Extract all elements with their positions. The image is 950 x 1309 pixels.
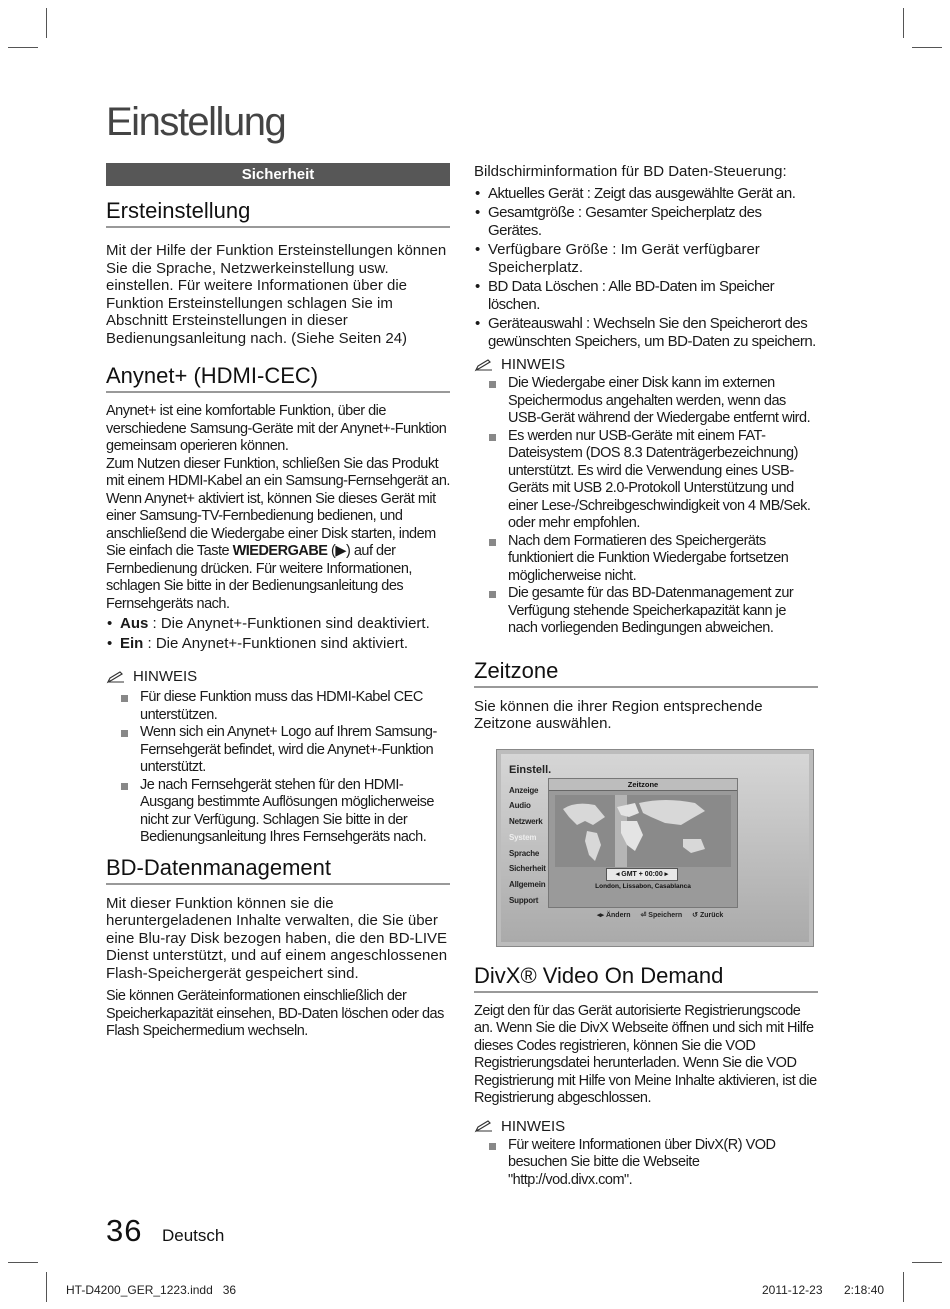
- info-term: Gesamtgröße :: [488, 204, 582, 221]
- note-item: Die Wiedergabe einer Disk kann im externen Speichermodus angehalten werden, wenn das USB-Gerät während der Wiedergabe entfernt wird.: [474, 375, 818, 428]
- note-item: Für diese Funktion muss das HDMI-Kabel CEC unterstützen.: [106, 689, 450, 724]
- menu-item: Allgemein: [509, 880, 546, 890]
- info-term: Aktuelles Gerät :: [488, 184, 591, 202]
- bd-info-list: [474, 185, 818, 351]
- crop-mark: [46, 1272, 47, 1302]
- crop-mark: [903, 1272, 904, 1302]
- info-term: Geräteauswahl :: [488, 315, 590, 332]
- page-title: Einstellung: [106, 100, 286, 144]
- bd-text-2: Sie können Geräteinformationen einschließlich der Speicherkapazität einsehen, BD-Daten löschen oder das Flash Speichermedium wechseln.: [106, 988, 444, 1039]
- menu-item: Netzwerk: [509, 817, 543, 827]
- bd-info-title: Bildschirminformation für BD Daten-Steuerung:: [474, 163, 787, 180]
- ersteinstellung-heading: Ersteinstellung: [106, 198, 450, 228]
- note-label: HINWEIS: [501, 1117, 566, 1135]
- ersteinstellung-text: Mit der Hilfe der Funktion Ersteinstellungen können Sie die Sprache, Netzwerkeinstellung usw. einstellen. Für weitere Informationen über die Funktion Ersteinstellungen schlagen Sie im Abschnitt Ersteinstellungen in dieser Bedienungsanleitung nach. (Siehe Seiten 24): [106, 242, 447, 347]
- menu-item-selected: System: [509, 832, 537, 842]
- anynet-text-2a: Zum Nutzen dieser Funktion, schließen Sie das Produkt mit einem HDMI-Kabel an ein Samsung-Fernsehgerät an. Wenn Anynet+ aktiviert ist, können Sie dieses Gerät mit einer Samsung-TV-Fernbedienung bedienen, und anschließend die Wiedergabe einer Disk starten, indem Sie einfach die Taste: [106, 455, 450, 559]
- crop-mark: [912, 47, 942, 48]
- menu-item: Support: [509, 896, 539, 906]
- pencil-icon: [474, 1119, 498, 1133]
- menu-item: Anzeige: [509, 785, 539, 795]
- crop-mark: [903, 8, 904, 38]
- info-desc: Zeigt das ausgewählte Gerät an.: [590, 184, 796, 202]
- timezone-value: GMT + 00:00: [621, 870, 663, 878]
- list-item: [474, 185, 818, 203]
- info-term: BD Data Löschen :: [488, 278, 606, 295]
- right-column: [474, 163, 818, 1189]
- anynet-text-1: Anynet+ ist eine komfortable Funktion, über die verschiedene Samsung-Geräte mit der Anynet+-Funktion gemeinsam operieren können.: [106, 403, 447, 454]
- info-desc: Alle BD-Daten im Speicher löschen.: [488, 278, 775, 313]
- note-item: Die gesamte für das BD-Datenmanagement zur Verfügung stehende Speicherkapazität kann je nach vorliegenden Bedingungen abweichen.: [474, 585, 818, 638]
- list-item: [474, 241, 818, 276]
- panel-title: Zeitzone: [549, 779, 737, 791]
- menu-title: Einstell.: [509, 763, 552, 776]
- footer-hint: ◂▸ Ändern: [597, 911, 631, 919]
- footer-hint: ⏎ Speichern: [640, 911, 683, 919]
- world-map-icon: [555, 795, 731, 867]
- note-item: Wenn sich ein Anynet+ Logo auf Ihrem Samsung-Fernsehgerät befindet, wird die Anynet+-Funktion unterstützt.: [106, 724, 450, 777]
- info-term: Verfügbare Größe :: [488, 241, 617, 258]
- crop-mark: [912, 1262, 942, 1263]
- timezone-menu-screenshot: [496, 749, 814, 947]
- option-desc: : Die Anynet+-Funktionen sind aktiviert.: [143, 634, 409, 652]
- crop-mark: [46, 8, 47, 38]
- timezone-selector: ◂ GMT + 00:00 ▸: [606, 868, 678, 881]
- menu-list: [509, 786, 546, 912]
- option-term: Ein: [120, 634, 144, 652]
- bd-heading: BD-Datenmanagement: [106, 855, 450, 885]
- anynet-text: [106, 403, 450, 613]
- info-desc: Im Gerät verfügbarer Speicherplatz.: [488, 241, 760, 276]
- print-file-name: HT-D4200_GER_1223.indd 36: [66, 1283, 237, 1297]
- option-desc: : Die Anynet+-Funktionen sind deaktiviert.: [148, 615, 430, 632]
- note-item: Es werden nur USB-Geräte mit einem FAT-Dateisystem (DOS 8.3 Datenträgerbezeichnung) unterstützt. Es wird die Verwendung eines USB-Geräts mit USB 2.0-Protokoll Unterstützung und einer Lese-/Schreibgeschwindigkeit von 4 MB/Sek. oder mehr empfohlen.: [474, 428, 818, 533]
- footer-hint: ↺ Zurück: [692, 911, 724, 919]
- note-item: Nach dem Formatieren des Speichergeräts funktioniert die Funktion Wiedergabe fortsetzen möglicherweise nicht.: [474, 533, 818, 586]
- list-item: [106, 615, 450, 633]
- crop-mark: [8, 1262, 38, 1263]
- menu-item: Audio: [509, 801, 531, 811]
- wiedergabe-term: WIEDERGABE: [232, 543, 328, 559]
- menu-item: Sprache: [509, 848, 540, 858]
- list-item: [106, 635, 450, 653]
- note-heading: [106, 668, 450, 685]
- info-desc: Gesamter Speicherplatz des Gerätes.: [488, 204, 762, 239]
- note-label: HINWEIS: [133, 668, 198, 685]
- divx-heading: DivX® Video On Demand: [474, 963, 818, 993]
- anynet-heading: Anynet+ (HDMI-CEC): [106, 363, 450, 393]
- list-item: [474, 278, 818, 313]
- left-column: [106, 163, 450, 1041]
- page-number: 36: [106, 1213, 143, 1248]
- note-item: Für weitere Informationen über DivX(R) VOD besuchen Sie bitte die Webseite "http://vod.divx.com".: [474, 1137, 818, 1190]
- city-list: London, Lissabon, Casablanca: [595, 882, 691, 890]
- menu-footer: [597, 911, 723, 919]
- divx-text: Zeigt den für das Gerät autorisierte Registrierungscode an. Wenn Sie die DivX Webseite öffnen und sich mit Hilfe dieses Codes registrieren, können Sie die VOD Registrierungsdatei herunterladen. Wenn Sie die VOD Registrierung mit Hilfe von Meine Inhalte aktivieren, ist die Registrierung abgeschlossen.: [474, 1002, 817, 1106]
- print-time: 2:18:40: [844, 1283, 885, 1297]
- timezone-panel: [548, 778, 738, 908]
- note-item: Je nach Fernsehgerät stehen für den HDMI-Ausgang bestimmte Auflösungen möglicherweise nicht zur Verfügung. Schlagen Sie bitte in der Bedienungsanleitung Ihres Fernsehgeräts nach.: [106, 777, 450, 847]
- anynet-notes: [106, 689, 450, 847]
- anynet-text-2b: (▶) auf der Fernbedienung drücken. Für weitere Informationen, schlagen Sie bitte in der Bedienungsanleitung des Fernsehgeräts nach.: [106, 543, 412, 612]
- pencil-icon: [106, 670, 130, 684]
- bd-text-1: Mit dieser Funktion können sie die heruntergeladenen Inhalte verwalten, die Sie über eine Blu-ray Disk bezogen haben, die den BD-LIVE Dienst unterstützt, und auf einem angeschlossenen Flash-Speichergerät gespeichert sind.: [106, 894, 448, 982]
- divx-notes: [474, 1137, 818, 1190]
- note-heading: [474, 356, 818, 373]
- crop-mark: [8, 47, 38, 48]
- note-heading: [474, 1118, 818, 1135]
- pencil-icon: [474, 358, 498, 372]
- list-item: [474, 315, 818, 350]
- section-band: Sicherheit: [106, 163, 450, 186]
- print-date: 2011-12-23: [762, 1283, 823, 1297]
- zeitzone-text: Sie können die ihrer Region entsprechende Zeitzone auswählen.: [474, 697, 763, 732]
- note-label: HINWEIS: [501, 356, 566, 373]
- option-term: Aus: [120, 615, 149, 632]
- bd-notes: [474, 375, 818, 638]
- menu-background: [501, 754, 809, 942]
- anynet-options: [106, 615, 450, 652]
- info-desc: Wechseln Sie den Speicherort des gewünschten Speichers, um BD-Daten zu speichern.: [488, 315, 816, 350]
- list-item: [474, 204, 818, 239]
- menu-item: Sicherheit: [509, 864, 546, 874]
- page-language: Deutsch: [162, 1226, 225, 1245]
- zeitzone-heading: Zeitzone: [474, 658, 818, 688]
